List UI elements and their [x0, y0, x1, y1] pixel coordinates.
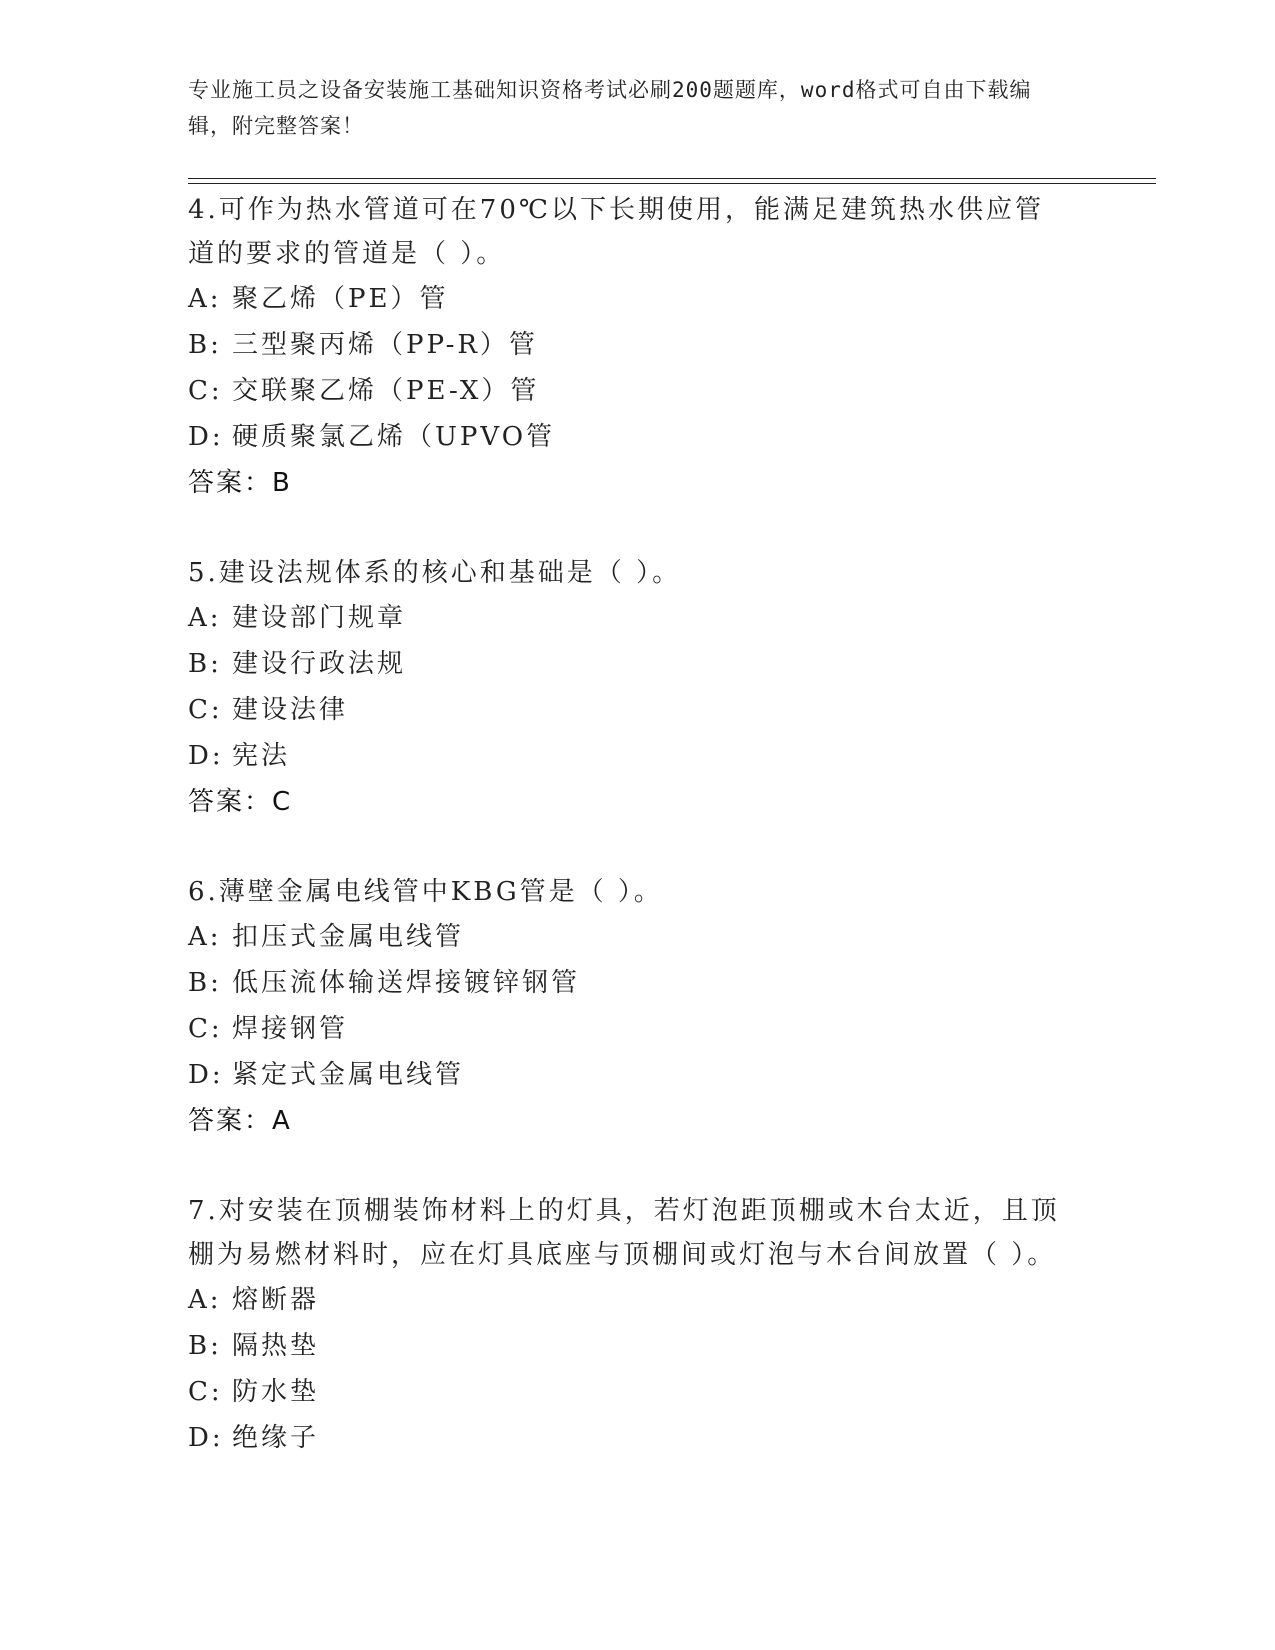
- option-text: 聚乙烯（PE）管: [232, 284, 449, 314]
- option-letter: B:: [188, 330, 222, 360]
- option-text: 建设部门规章: [232, 603, 407, 633]
- option-c: [188, 368, 1088, 414]
- document-header: [188, 72, 1068, 144]
- option-letter: A:: [188, 1285, 222, 1315]
- option-text: 熔断器: [232, 1285, 320, 1315]
- option-letter: A:: [188, 284, 222, 314]
- option-letter: A:: [188, 603, 222, 633]
- option-a: [188, 276, 1088, 322]
- header-divider-bottom: [188, 183, 1156, 184]
- option-d: [188, 1052, 1088, 1098]
- option-letter: B:: [188, 649, 222, 679]
- option-text: 扣压式金属电线管: [232, 922, 465, 952]
- option-a: [188, 595, 1088, 641]
- option-letter: B:: [188, 968, 222, 998]
- option-a: [188, 1277, 1088, 1323]
- question-4: [188, 188, 1088, 506]
- answer-line: 答案：B: [188, 468, 292, 498]
- question-5: [188, 551, 1088, 825]
- option-letter: D:: [188, 422, 224, 452]
- option-text: 交联聚乙烯（PE-X）管: [232, 376, 540, 406]
- question-stem: 7.对安装在顶棚装饰材料上的灯具，若灯泡距顶棚或木台太近，且顶棚为易燃材料时，应在灯具底座与顶棚间或灯泡与木台间放置（ ）。: [188, 1196, 1060, 1270]
- header-title: 专业施工员之设备安装施工基础知识资格考试必刷200题题库，word格式可自由下载编辑，附完整答案！: [188, 78, 1032, 138]
- question-6: [188, 870, 1088, 1144]
- option-text: 防水垫: [232, 1377, 320, 1407]
- option-c: [188, 1006, 1088, 1052]
- option-letter: D:: [188, 741, 224, 771]
- answer-line: 答案：C: [188, 787, 293, 817]
- option-text: 宪法: [232, 741, 291, 771]
- option-b: [188, 960, 1088, 1006]
- question-7: [188, 1189, 1088, 1461]
- question-stem: 6.薄壁金属电线管中KBG管是（ ）。: [188, 877, 663, 907]
- question-stem: 4.可作为热水管道可在70℃以下长期使用，能满足建筑热水供应管道的要求的管道是（ ）。: [188, 195, 1044, 269]
- option-d: [188, 414, 1088, 460]
- option-text: 绝缘子: [232, 1423, 320, 1453]
- option-a: [188, 914, 1088, 960]
- option-text: 硬质聚氯乙烯（UPVO管: [232, 422, 556, 452]
- question-list: [188, 188, 1088, 1461]
- option-text: 隔热垫: [232, 1331, 320, 1361]
- option-letter: C:: [188, 1014, 223, 1044]
- option-text: 紧定式金属电线管: [232, 1060, 465, 1090]
- question-stem: 5.建设法规体系的核心和基础是（ ）。: [188, 558, 682, 588]
- option-text: 三型聚丙烯（PP-R）管: [232, 330, 538, 360]
- answer-line: 答案：A: [188, 1106, 292, 1136]
- option-d: [188, 733, 1088, 779]
- option-letter: C:: [188, 695, 223, 725]
- option-d: [188, 1415, 1088, 1461]
- option-letter: D:: [188, 1060, 224, 1090]
- option-text: 建设法律: [232, 695, 349, 725]
- option-text: 焊接钢管: [232, 1014, 349, 1044]
- header-divider-top: [188, 178, 1156, 179]
- option-letter: B:: [188, 1331, 222, 1361]
- option-text: 建设行政法规: [232, 649, 407, 679]
- option-text: 低压流体输送焊接镀锌钢管: [232, 968, 581, 998]
- option-c: [188, 687, 1088, 733]
- option-letter: D:: [188, 1423, 224, 1453]
- option-letter: C:: [188, 376, 223, 406]
- option-b: [188, 322, 1088, 368]
- option-b: [188, 1323, 1088, 1369]
- option-c: [188, 1369, 1088, 1415]
- option-b: [188, 641, 1088, 687]
- option-letter: C:: [188, 1377, 223, 1407]
- option-letter: A:: [188, 922, 222, 952]
